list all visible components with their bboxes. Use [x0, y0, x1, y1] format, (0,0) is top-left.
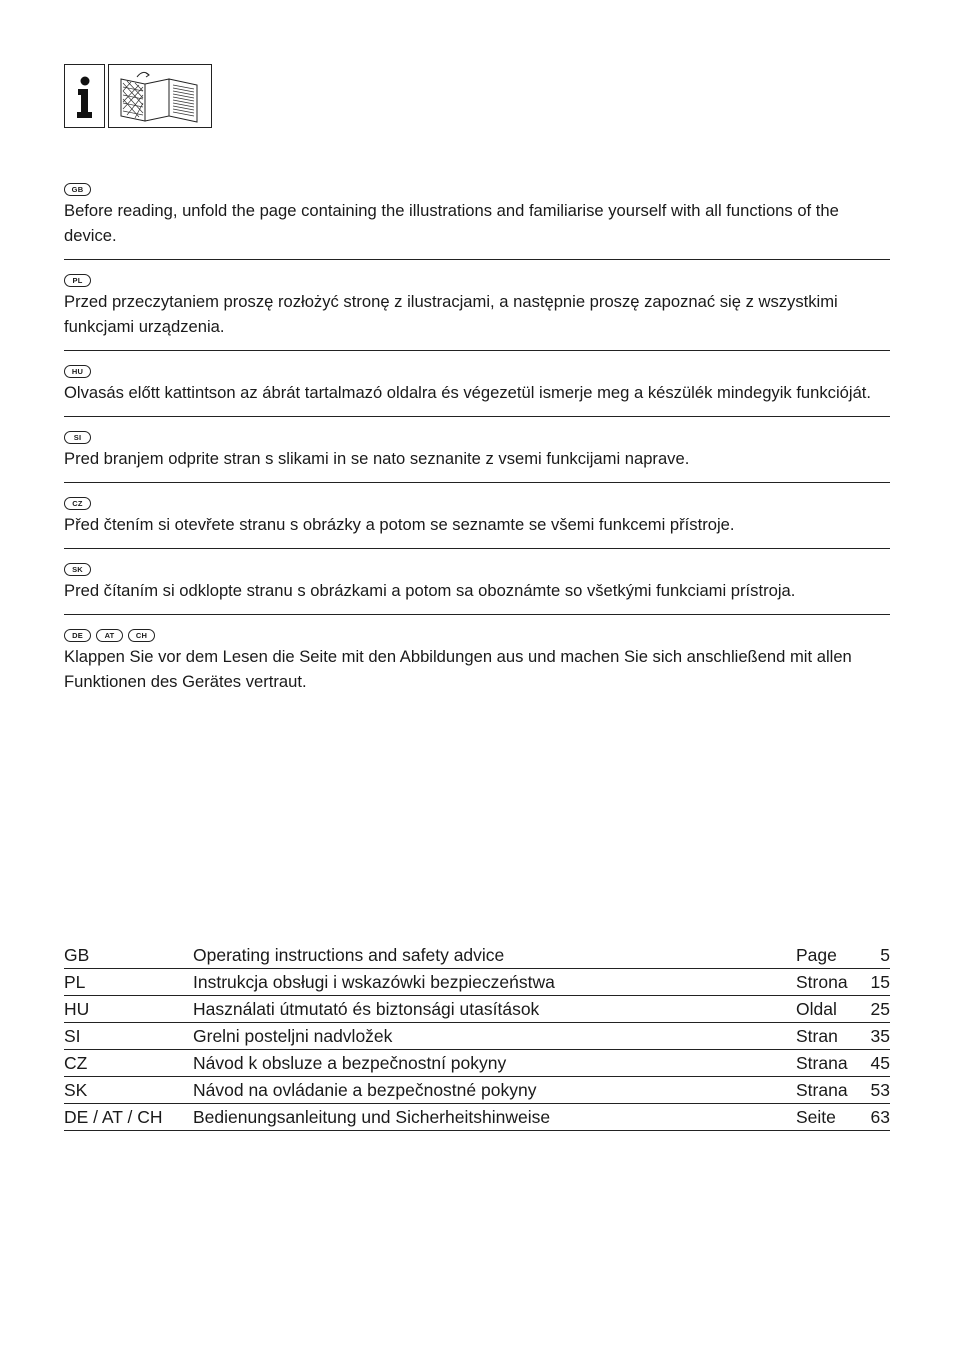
- language-badges: [64, 181, 890, 198]
- note-text: Pred čítaním si odklopte stranu s obrázkami a potom sa oboznámte so všetkými funkciami prístroja.: [64, 581, 796, 600]
- language-badge-cz: CZ: [64, 497, 91, 510]
- language-badge-at: AT: [96, 629, 123, 642]
- toc-page-label: Seite: [796, 1104, 856, 1131]
- toc-page-number: 35: [856, 1023, 890, 1050]
- unfold-page-icon: [108, 64, 212, 128]
- info-icon: [64, 64, 105, 128]
- toc-page-label: Stran: [796, 1023, 856, 1050]
- note-text: Pred branjem odprite stran s slikami in se nato seznanite z vsemi funkcijami naprave.: [64, 449, 690, 468]
- language-badges: [64, 561, 890, 578]
- language-badge-si: SI: [64, 431, 91, 444]
- language-badges: [64, 363, 890, 380]
- toc-page-number: 5: [856, 942, 890, 969]
- note-text: Before reading, unfold the page containing the illustrations and familiarise yourself with all functions of the device.: [64, 201, 839, 245]
- toc-row[interactable]: [64, 1050, 890, 1077]
- table-of-contents: [64, 942, 890, 1131]
- toc-row[interactable]: [64, 996, 890, 1023]
- toc-language-code: CZ: [64, 1050, 193, 1077]
- note-cz: [64, 483, 890, 549]
- toc-title: Használati útmutató és biztonsági utasítások: [193, 996, 796, 1023]
- toc-page-label: Page: [796, 942, 856, 969]
- language-badge-ch: CH: [128, 629, 155, 642]
- language-badge-sk: SK: [64, 563, 91, 576]
- note-text: Olvasás előtt kattintson az ábrát tartalmazó oldalra és végezetül ismerje meg a készülék mindegyik funkcióját.: [64, 383, 872, 402]
- toc-language-code: HU: [64, 996, 193, 1023]
- toc-title: Návod k obsluze a bezpečnostní pokyny: [193, 1050, 796, 1077]
- toc-language-code: GB: [64, 942, 193, 969]
- language-badges: [64, 429, 890, 446]
- multilingual-notes: [64, 178, 890, 705]
- toc-language-code: SK: [64, 1077, 193, 1104]
- language-badges: [64, 495, 890, 512]
- note-text: Před čtením si otevřete stranu s obrázky a potom se seznamte se všemi funkcemi přístroje.: [64, 515, 735, 534]
- toc-title: Grelni posteljni nadvložek: [193, 1023, 796, 1050]
- toc-title: Instrukcja obsługi i wskazówki bezpieczeństwa: [193, 969, 796, 996]
- language-badges: [64, 627, 890, 644]
- toc-row[interactable]: [64, 1077, 890, 1104]
- toc-page-number: 45: [856, 1050, 890, 1077]
- note-pl: [64, 260, 890, 351]
- language-badge-hu: HU: [64, 365, 91, 378]
- note-sk: [64, 549, 890, 615]
- toc-page-number: 63: [856, 1104, 890, 1131]
- toc-row[interactable]: [64, 942, 890, 969]
- toc-language-code: PL: [64, 969, 193, 996]
- note-gb: [64, 178, 890, 260]
- toc-title: Návod na ovládanie a bezpečnostné pokyny: [193, 1077, 796, 1104]
- toc-row[interactable]: [64, 1104, 890, 1131]
- toc-row[interactable]: [64, 969, 890, 996]
- language-badges: [64, 272, 890, 289]
- note-text: Przed przeczytaniem proszę rozłożyć stronę z ilustracjami, a następnie proszę zapoznać się z wszystkimi funkcjami urządzenia.: [64, 292, 838, 336]
- toc-page-number: 25: [856, 996, 890, 1023]
- toc-title: Bedienungsanleitung und Sicherheitshinweise: [193, 1104, 796, 1131]
- toc-page-label: Oldal: [796, 996, 856, 1023]
- toc-language-code: SI: [64, 1023, 193, 1050]
- toc-page-number: 15: [856, 969, 890, 996]
- toc-page-label: Strana: [796, 1050, 856, 1077]
- note-de-at-ch: [64, 615, 890, 705]
- language-badge-pl: PL: [64, 274, 91, 287]
- toc-page-number: 53: [856, 1077, 890, 1104]
- toc-row[interactable]: [64, 1023, 890, 1050]
- language-badge-de: DE: [64, 629, 91, 642]
- toc-language-code: DE / AT / CH: [64, 1104, 193, 1131]
- note-hu: [64, 351, 890, 417]
- toc-title: Operating instructions and safety advice: [193, 942, 796, 969]
- note-text: Klappen Sie vor dem Lesen die Seite mit den Abbildungen aus und machen Sie sich anschließend mit allen Funktionen des Gerätes vertraut.: [64, 647, 852, 691]
- note-si: [64, 417, 890, 483]
- toc-page-label: Strana: [796, 1077, 856, 1104]
- language-badge-gb: GB: [64, 183, 91, 196]
- toc-page-label: Strona: [796, 969, 856, 996]
